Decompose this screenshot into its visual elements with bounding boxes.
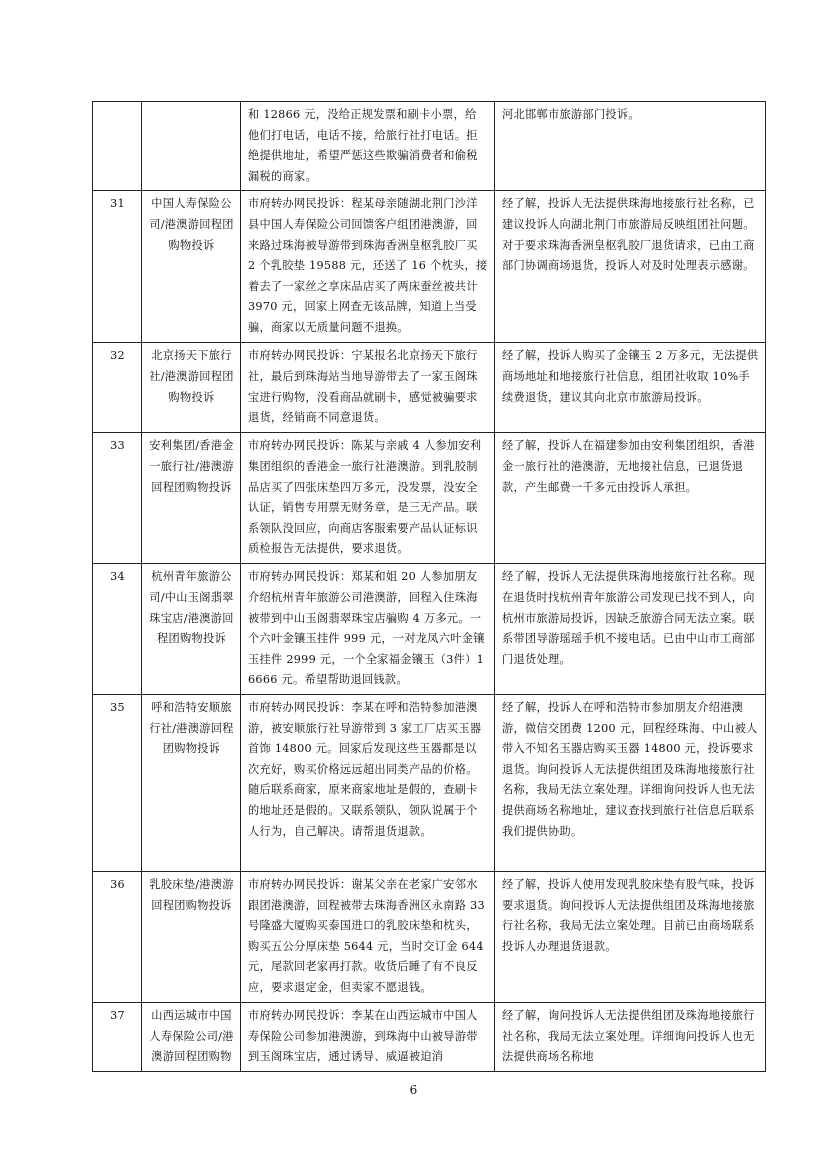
row-subject: 安利集团/香港金一旅行社/港澳游回程团购物投诉 <box>142 433 241 564</box>
row-subject: 杭州青年旅游公司/中山玉阁翡翠珠宝店/港澳游回程团购物投诉 <box>142 564 241 695</box>
row-description: 市府转办网民投诉：程某母亲随湖北荆门沙洋县中国人寿保险公司回馈客户组团港澳游，回来路过珠海被导游带到珠海香洲皇枢乳胶厂买 2 个乳胶垫 19588 元，还送了 16 个枕头，接着去了一家丝之享床品店买了两床蚕丝被共计 3970 元，回家上网查无该品牌，知道上当受骗，商家以无质量问题不退换。 <box>241 191 495 343</box>
row-subject: 呼和浩特安顺旅行社/港澳游回程团购物投诉 <box>142 694 241 871</box>
row-description: 和 12866 元，没给正规发票和刷卡小票，给他们打电话，电话不接，给旅行社打电话。拒绝提供地址，希望严惩这些欺骗消费者和偷税漏税的商家。 <box>241 102 495 191</box>
row-number <box>93 102 142 191</box>
row-subject: 北京扬天下旅行社/港澳游回程团购物投诉 <box>142 343 241 433</box>
row-number: 33 <box>93 433 142 564</box>
complaint-table <box>92 101 766 1072</box>
row-number: 36 <box>93 871 142 1002</box>
row-result: 经了解，投诉人使用发现乳胶床垫有股气味，投诉要求退货。询问投诉人无法提供组团及珠海地接旅行社名称，我局无法立案处理。目前已由商场联系投诉人办理退货退款。 <box>495 871 766 1002</box>
row-result: 河北邯郸市旅游部门投诉。 <box>495 102 766 191</box>
row-description: 市府转办网民投诉：郑某和姐 20 人参加朋友介绍杭州青年旅游公司港澳游，回程入住珠海被带到中山玉阁翡翠珠宝店骗购 4 万多元。一个六叶金镶玉挂件 999 元，一对龙凤六叶金镶玉挂件 2999 元，一个全家福金镶玉（3件）16666 元。希望帮助退回钱款。 <box>241 564 495 695</box>
row-subject: 乳胶床垫/港澳游回程团购物投诉 <box>142 871 241 1002</box>
row-number: 31 <box>93 191 142 343</box>
row-number: 34 <box>93 564 142 695</box>
row-description: 市府转办网民投诉：李某在山西运城市中国人寿保险公司参加港澳游，到珠海中山被导游带到玉阁珠宝店，通过诱导、威逼被迫消 <box>241 1002 495 1071</box>
table-row <box>93 191 766 343</box>
row-number: 32 <box>93 343 142 433</box>
page-number: 6 <box>409 1083 418 1097</box>
table-row <box>93 694 766 871</box>
table-row <box>93 433 766 564</box>
row-subject <box>142 102 241 191</box>
table-row <box>93 102 766 191</box>
row-result: 经了解，投诉人购买了金镶玉 2 万多元，无法提供商场地址和地接旅行社信息，组团社收取 10%手续费退货，建议其向北京市旅游局投诉。 <box>495 343 766 433</box>
table-row <box>93 564 766 695</box>
row-result: 经了解，投诉人无法提供珠海地接旅行社名称，已建议投诉人向湖北荆门市旅游局反映组团社问题。对于要求珠海香洲皇枢乳胶厂退货请求，已由工商部门协调商场退货，投诉人对及时处理表示感谢。 <box>495 191 766 343</box>
row-description: 市府转办网民投诉：李某在呼和浩特参加港澳游，被安顺旅行社导游带到 3 家工厂店买玉器首饰 14800 元。回家后发现这些玉器都是以次充好，购买价格远远超出同类产品的价格。随后联系商家，原来商家地址是假的，查刷卡的地址还是假的。又联系领队，领队说属于个人行为，自己解决。请帮退货退款。 <box>241 694 495 871</box>
table-row <box>93 343 766 433</box>
row-description: 市府转办网民投诉：谢某父亲在老家广安邻水跟团港澳游，回程被带去珠海香洲区永南路 33 号隆盛大厦购买泰国进口的乳胶床垫和枕头，购买五公分厚床垫 5644 元，当时交订金 644 元，尾款回老家再打款。收货后睡了有不良反应，要求退定金，但卖家不愿退钱。 <box>241 871 495 1002</box>
complaint-table-body <box>93 102 766 1072</box>
row-description: 市府转办网民投诉：陈某与亲戚 4 人参加安利集团组织的香港金一旅行社港澳游。到乳胶制品店买了四张床垫四万多元，没发票，没安全认证，销售专用票无财务章，是三无产品。联系领队没回应，向商店客服索要产品认证标识质检报告无法提供，要求退货。 <box>241 433 495 564</box>
row-result: 经了解，投诉人在呼和浩特市参加朋友介绍港澳游，微信交团费 1200 元，回程经珠海、中山被人带入不知名玉器店购买玉器 14800 元，投诉要求退货。询问投诉人无法提供组团及珠海地接旅行社名称，我局无法立案处理。详细询问投诉人也无法提供商场名称地址，建议查找到旅行社信息后联系我们提供协助。 <box>495 694 766 871</box>
table-row <box>93 871 766 1002</box>
row-number: 35 <box>93 694 142 871</box>
row-number: 37 <box>93 1002 142 1071</box>
row-subject: 山西运城市中国人寿保险公司/港澳游回程团购物 <box>142 1002 241 1071</box>
table-row <box>93 1002 766 1071</box>
row-result: 经了解，投诉人在福建参加由安利集团组织，香港金一旅行社的港澳游，无地接社信息，已退货退款，产生邮费一千多元由投诉人承担。 <box>495 433 766 564</box>
row-description: 市府转办网民投诉：宁某报名北京扬天下旅行社，最后到珠海站当地导游带去了一家玉阁珠宝进行购物，没看商品就刷卡，感觉被骗要求退货，经销商不同意退货。 <box>241 343 495 433</box>
row-result: 经了解，询问投诉人无法提供组团及珠海地接旅行社名称，我局无法立案处理。详细询问投诉人也无法提供商场名称地 <box>495 1002 766 1071</box>
row-subject: 中国人寿保险公司/港澳游回程团购物投诉 <box>142 191 241 343</box>
row-result: 经了解，投诉人无法提供珠海地接旅行社名称。现在退货时找杭州青年旅游公司发现已找不到人，向杭州市旅游局投诉，因缺乏旅游合同无法立案。联系带团导游瑶瑶手机不接电话。已由中山市工商部门退货处理。 <box>495 564 766 695</box>
